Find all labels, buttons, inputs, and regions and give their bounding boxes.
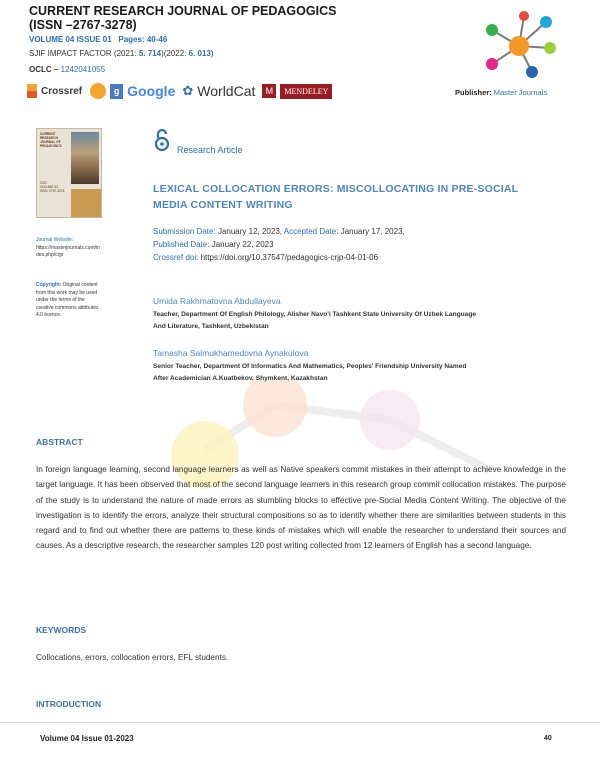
- worldcat-icon: ✿: [182, 83, 194, 98]
- footer-issue: Volume 04 Issue 01-2023: [40, 734, 134, 743]
- publisher-network-logo: [478, 8, 560, 84]
- volume-line: [29, 35, 167, 44]
- publisher: Publisher: Master Journals: [455, 88, 548, 97]
- impact-2021: 5. 714: [138, 49, 162, 58]
- footer-divider: [0, 722, 600, 723]
- volume-label: VOLUME 04 ISSUE 01: [29, 35, 112, 44]
- worldcat-logo[interactable]: WorldCat: [197, 83, 256, 99]
- article-dates: Submission Date: January 12, 2023, Accepted Date: January 17, 2023, Published Date: January 22, 2023 Crossref doi: https://doi.org/10.37547/pedagogics-crjp-04-01-06: [153, 227, 405, 262]
- abstract-text: In foreign language learning, second language learners as well as Native speakers commit mistakes in their attempt to achieve knowledge in the target language. It has been observed that most of the second language learners in this research group commit collocation mistakes. The purpose of the study is to understand the nature of made errors as stumbling blocks to effective pre-Social Media Content Writing. The objective of the investigation is to identify the errors, analyze their structural compositions so as to identify whether there are similarities between students in this regard and to find out whether there are patterns to these kinds of mistakes which will enable the researcher to understand their sources and causes. As a descriptive research, the researcher samples 120 post writing collected from 12 learners of English has a second language.: [36, 465, 566, 551]
- pages-label: Pages: 40-46: [118, 35, 168, 44]
- publisher-link[interactable]: Master Journals: [493, 88, 548, 97]
- indexing-logos: [27, 81, 332, 101]
- crossref-icon: [27, 84, 37, 98]
- author-name-2: Tamasha Salmukhamedovna Aynakulova: [153, 348, 309, 358]
- journal-title: CURRENT RESEARCH JOURNAL OF PEDAGOGICS (ISSN –2767-3278): [29, 4, 337, 32]
- journal-website-block: Journal Website: https://masterjournals.com/index.php/crjp: [36, 237, 100, 258]
- google-logo[interactable]: Google: [127, 83, 176, 99]
- keywords-heading: KEYWORDS: [36, 625, 87, 635]
- accepted-date: January 17, 2023,: [340, 227, 405, 236]
- oclc-line: OCLC – 1242041055: [29, 65, 106, 74]
- doi-link[interactable]: https://doi.org/10.37547/pedagogics-crjp-04-01-06: [200, 252, 379, 262]
- crossref-logo[interactable]: Crossref: [41, 85, 83, 97]
- journal-cover-thumbnail: CURRENT RESEARCH JOURNAL OF PEDAGOGICS 2022 VOLUME 03 ISSN: 2767-3278: [36, 128, 102, 218]
- impact-2022: 6. 013: [188, 49, 211, 58]
- author-affiliation-1: Teacher, Department Of English Philology, Alisher Navo'i Tashkent State University Of Uzbek Language And Literature, Tashkent, Uzbekistan: [153, 311, 477, 330]
- article-title: LEXICAL COLLOCATION ERRORS: MISCOLLOCATING IN PRE-SOCIAL MEDIA CONTENT WRITING: [153, 183, 519, 211]
- submission-date: January 12, 2023,: [217, 227, 282, 236]
- page-number: 40: [544, 735, 552, 742]
- google-scholar-icon: g: [110, 84, 123, 99]
- mendeley-logo[interactable]: MENDELEY: [280, 84, 332, 99]
- oclc-number: 1242041055: [60, 65, 106, 74]
- mendeley-icon: M: [262, 84, 276, 98]
- author-affiliation-2: Senior Teacher, Department Of Informatics And Mathematics, Peoples' Friendship University Named After Academician A.Kuatbekov, Shymkent, Kazakhstan: [153, 363, 467, 382]
- copyright-block: Copyright: Original content from this work may be used under the terms of the creative commons attributes 4.0 licence.: [36, 282, 99, 318]
- abstract-heading: ABSTRACT: [36, 437, 83, 447]
- introduction-heading: INTRODUCTION: [36, 699, 102, 709]
- journal-website-link[interactable]: https://masterjournals.com/index.php/crjp: [36, 244, 100, 258]
- keywords-text: Collocations, errors, collocation errors, EFL students.: [36, 653, 229, 662]
- impact-factor-line: SJIF IMPACT FACTOR (2021: 5. 714)(2022: 6. 013): [29, 49, 214, 58]
- academic-badge-icon: [90, 83, 106, 99]
- published-date: January 22, 2023: [211, 239, 274, 249]
- journal-issn: (ISSN –2767-3278): [29, 18, 137, 32]
- article-type: Research Article: [177, 145, 243, 155]
- author-name-1: Umida Rakhmatovna Abdullayeva: [153, 296, 281, 306]
- open-access-icon: [153, 128, 171, 152]
